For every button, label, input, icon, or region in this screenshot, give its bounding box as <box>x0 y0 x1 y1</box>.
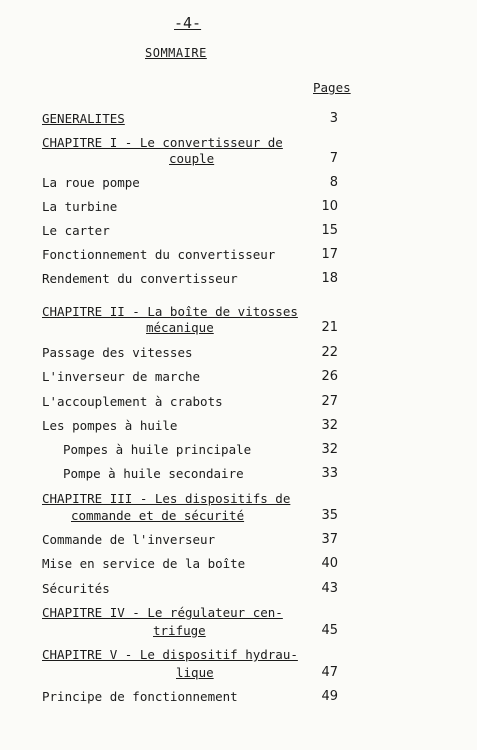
toc-entry-page: 7 <box>329 151 338 166</box>
toc-entry-page: 43 <box>321 581 338 596</box>
toc-entry-label: L'inverseur de marche <box>42 369 201 384</box>
toc-entry-label: Mise en service de la boîte <box>42 556 246 571</box>
toc-entry-label-continued: lique <box>176 665 214 680</box>
toc-entry-label: La turbine <box>42 199 118 214</box>
toc-entry-page: 8 <box>329 175 338 190</box>
toc-entry-page: 35 <box>321 508 338 523</box>
toc-entry-label: Pompe à huile secondaire <box>63 466 244 481</box>
toc-entry-page: 26 <box>321 369 338 384</box>
toc-entry-label: GENERALITES <box>42 111 125 126</box>
toc-entry-page: 45 <box>321 623 338 638</box>
toc-entry-label: CHAPITRE II - La boîte de vitosses <box>42 304 298 319</box>
toc-entry-label: CHAPITRE III - Les dispositifs de <box>42 491 291 506</box>
toc-entry-label: Le carter <box>42 223 110 238</box>
toc-entry-page: 17 <box>321 247 338 262</box>
toc-entry-label-continued: couple <box>169 151 215 166</box>
toc-entry-label: Principe de fonctionnement <box>42 689 238 704</box>
toc-entry-label: Fonctionnement du convertisseur <box>42 247 276 262</box>
toc-entry-page: 49 <box>321 689 338 704</box>
toc-entry-page: 33 <box>321 466 338 481</box>
toc-entry-page: 37 <box>321 532 338 547</box>
toc-entry-page: 3 <box>329 111 338 126</box>
page-number: -4- <box>174 14 202 32</box>
pages-column-header: Pages <box>313 80 351 95</box>
toc-entry-page: 47 <box>321 665 338 680</box>
toc-entry-label: CHAPITRE IV - Le régulateur cen- <box>42 605 283 620</box>
toc-entry-label-continued: commande et de sécurité <box>71 508 245 523</box>
toc-entry-label-continued: trifuge <box>153 623 206 638</box>
toc-entry-page: 32 <box>321 442 338 457</box>
toc-entry-label: Commande de l'inverseur <box>42 532 216 547</box>
toc-entry-page: 40 <box>321 556 338 571</box>
toc-entry-label: Les pompes à huile <box>42 418 178 433</box>
toc-entry-label: L'accouplement à crabots <box>42 394 223 409</box>
toc-entry-page: 32 <box>321 418 338 433</box>
toc-entry-label: CHAPITRE I - Le convertisseur de <box>42 135 283 150</box>
toc-entry-label: CHAPITRE V - Le dispositif hydrau- <box>42 647 298 662</box>
toc-entry-label: La roue pompe <box>42 175 140 190</box>
toc-entry-label: Pompes à huile principale <box>63 442 252 457</box>
toc-entry-page: 15 <box>321 223 338 238</box>
toc-entry-label: Sécurités <box>42 581 110 596</box>
toc-entry-page: 10 <box>321 199 338 214</box>
toc-entry-page: 21 <box>321 320 338 335</box>
toc-entry-page: 22 <box>321 345 338 360</box>
toc-entry-label: Rendement du convertisseur <box>42 271 238 286</box>
page-title: SOMMAIRE <box>145 46 207 60</box>
toc-entry-page: 27 <box>321 394 338 409</box>
toc-entry-label: Passage des vitesses <box>42 345 193 360</box>
toc-entry-label-continued: mécanique <box>146 320 214 335</box>
toc-entry-page: 18 <box>321 271 338 286</box>
